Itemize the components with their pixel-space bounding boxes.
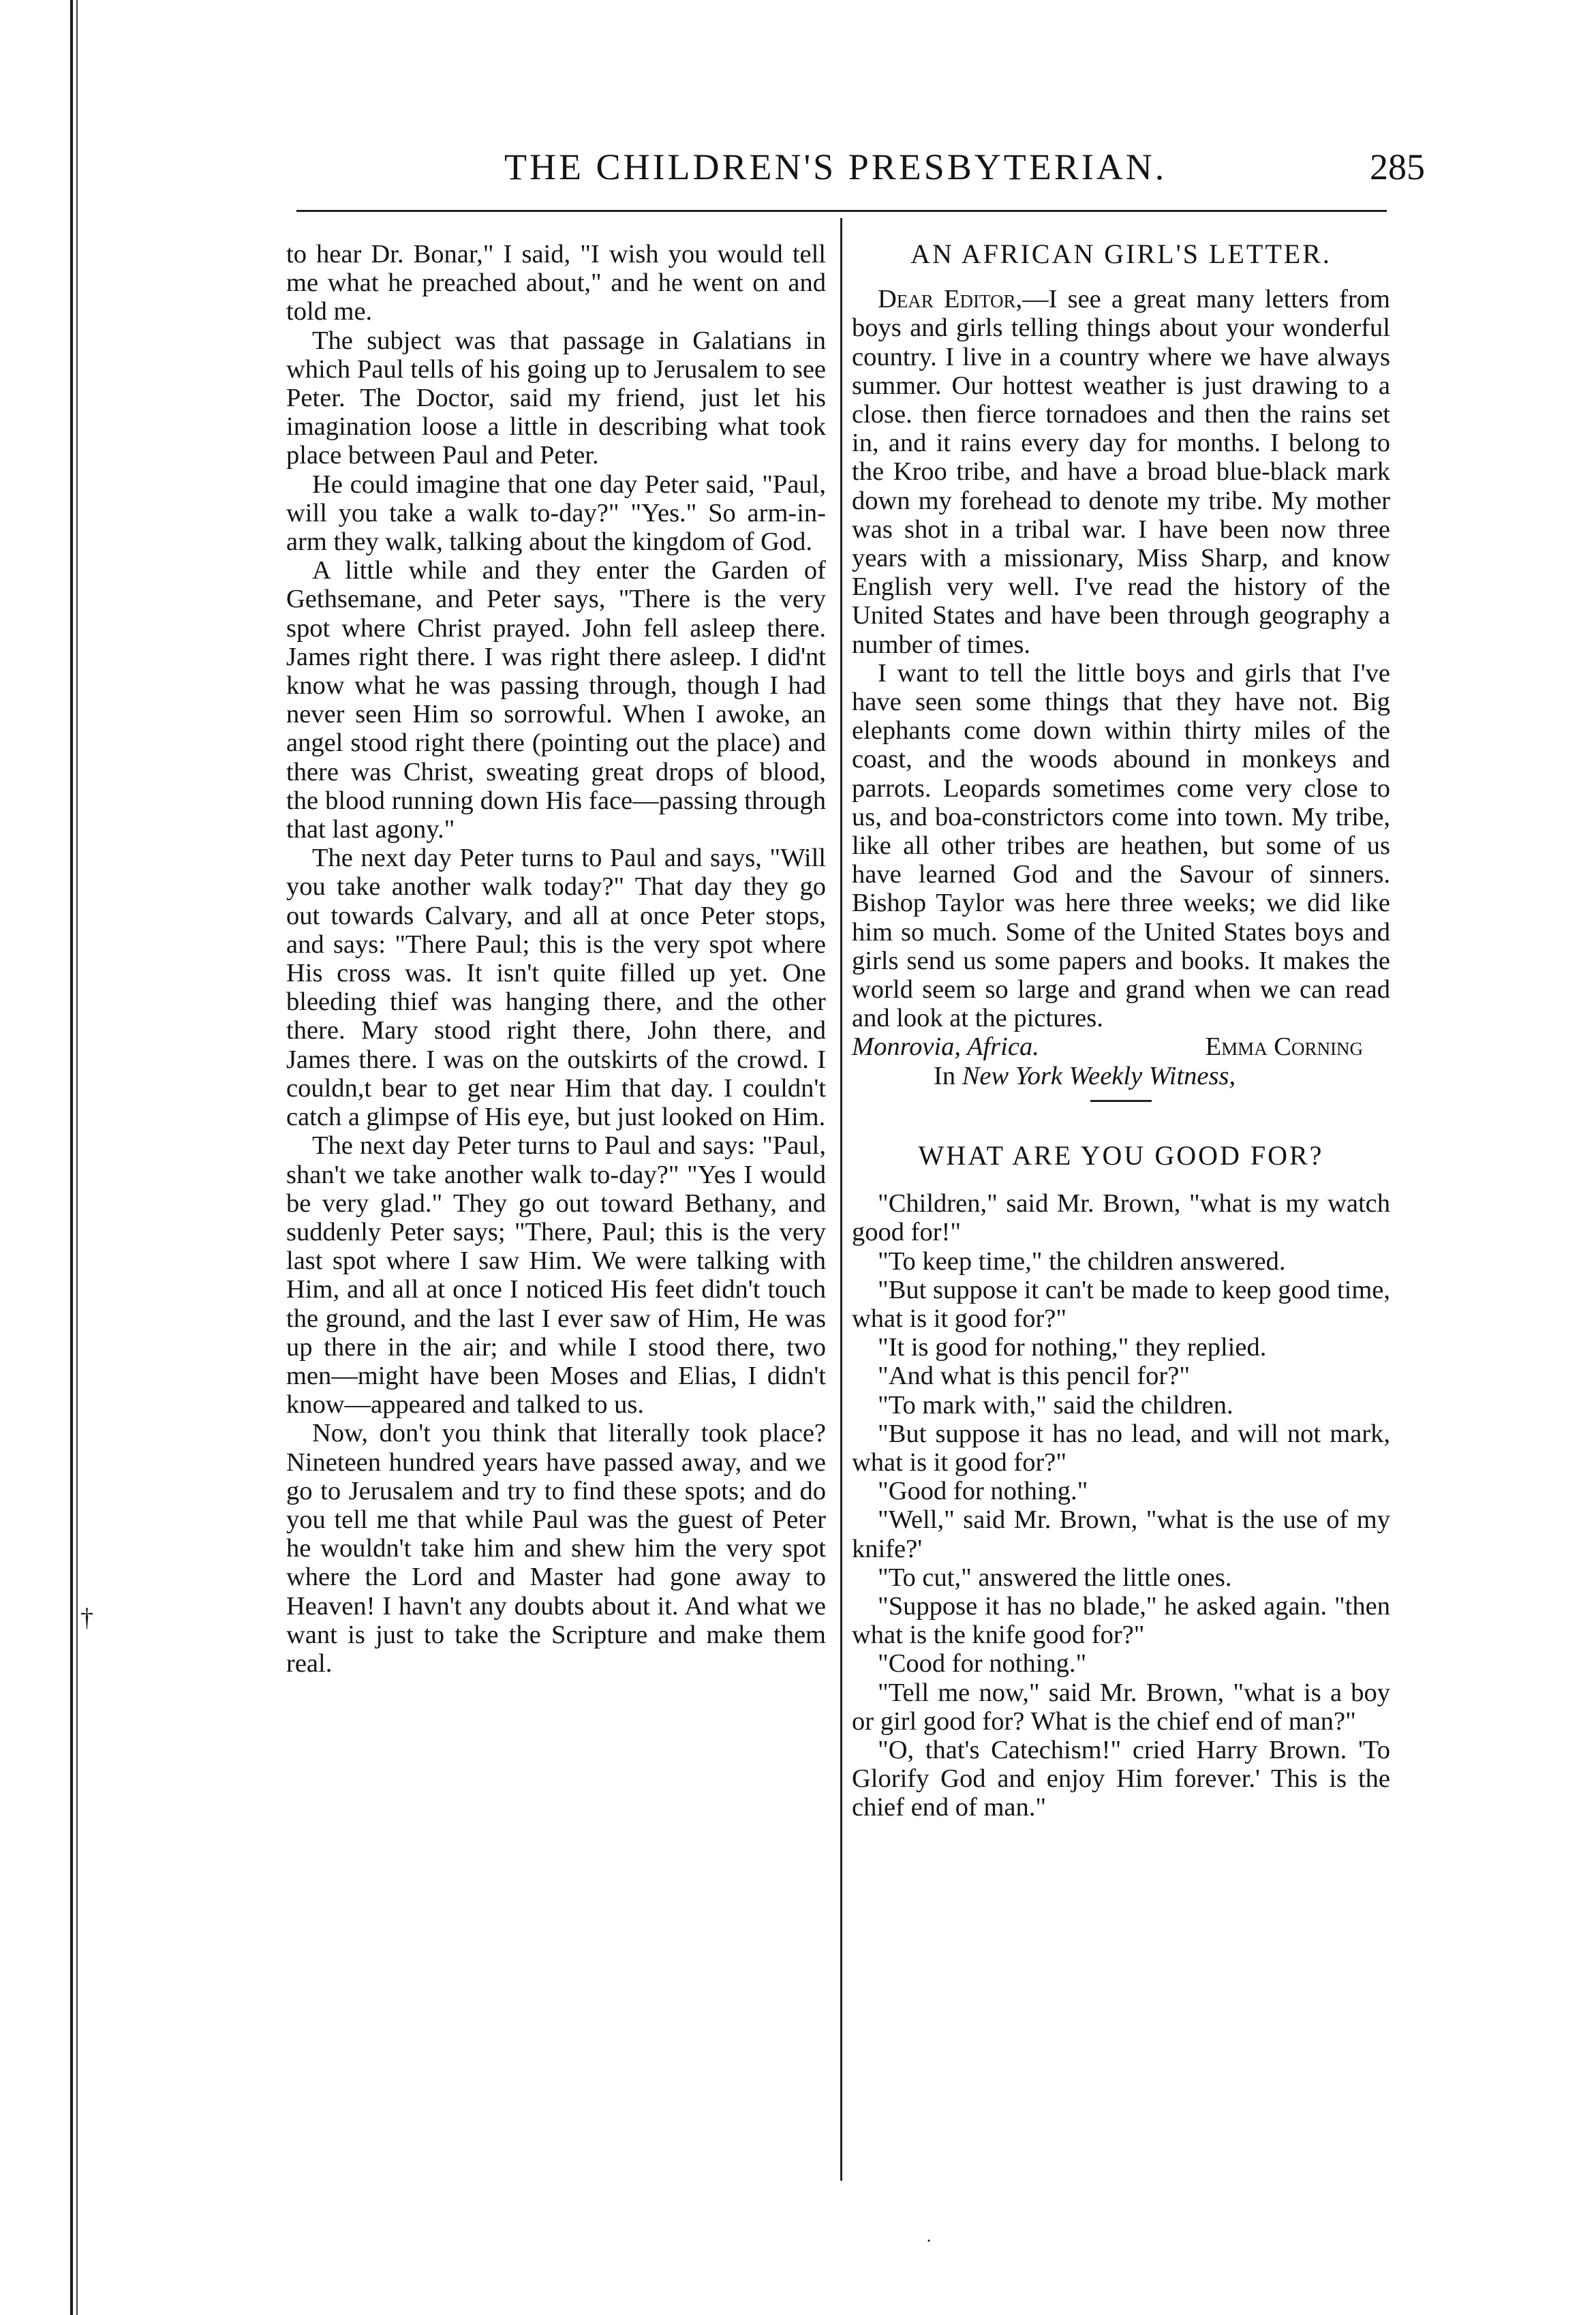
- good-for-paragraph: "Suppose it has no blade," he asked again. "then what is the knife good for?": [852, 1591, 1390, 1650]
- good-for-paragraph: "To mark with," said the children.: [878, 1390, 1233, 1420]
- running-title: THE CHILDREN'S PRESBYTERIAN.: [504, 147, 1167, 187]
- letter-source: [852, 1062, 1390, 1090]
- header-rule: [296, 210, 1387, 212]
- letter-title: AN AFRICAN GIRL'S LETTER.: [910, 239, 1332, 269]
- left-column: [286, 240, 826, 1678]
- good-for-paragraph: "Cood for nothing.": [878, 1649, 1087, 1678]
- binding-edge-rule-inner: [76, 0, 78, 2315]
- margin-mark: †: [80, 1604, 93, 1632]
- left-paragraph: Now, don't you think that literally took place? Nineteen hundred years have passed away, and we go to Jerusalem and try to find these spots; and do you tell me that while Paul was the guest of Peter he wouldn't take him and shew him the very spot where the Lord and Master had gone away to Heaven! I havn't any doubts about it. And what we want is just to take the Scripture and make them real.: [286, 1419, 826, 1678]
- letter-place: Monrovia, Africa.: [852, 1032, 1039, 1062]
- section-divider: [1090, 1100, 1152, 1102]
- page-number: 285: [1370, 147, 1425, 187]
- good-for-paragraph: "Children," said Mr. Brown, "what is my watch good for!": [852, 1189, 1390, 1247]
- left-paragraph: The next day Peter turns to Paul and says, "Will you take another walk today?" That day they go out towards Calvary, and all at once Peter stops, and says: "There Paul; this is the very spot where His cross was. It isn't quite filled up yet. One bleeding thief was hanging there, and the other there. Mary stood right there, John there, and James there. I was on the outskirts of the crowd. I couldn,t bear to get near Him that day. I couldn't catch a glimpse of His eye, but just looked on Him.: [286, 844, 826, 1132]
- letter-paragraph: I want to tell the little boys and girls that I've have seen some things that they have not. Big elephants come down within thirty miles of the coast, and the woods abound in monkeys and parrots. Leopards sometimes come very close to us, and boa-constrictors come into town. My tribe, like all other tribes are heathen, but some of us have learned God and the Savour of sinners. Bishop Taylor was here three weeks; we did like him so much. Some of the United States boys and girls send us some papers and books. It makes the world seem so large and grand when we can read and look at the pictures.: [852, 658, 1390, 1033]
- good-for-paragraph: "It is good for nothing," they replied.: [878, 1333, 1267, 1362]
- good-for-paragraph: "Tell me now," said Mr. Brown, "what is a boy or girl good for? What is the chief end of man?": [852, 1678, 1390, 1736]
- letter-signature: Emma Corning: [1205, 1032, 1363, 1062]
- letter-paragraph: [852, 285, 1390, 659]
- letter-signature-line: [852, 1032, 1390, 1061]
- good-for-paragraph: "Good for nothing.": [878, 1477, 1088, 1506]
- ink-speck: ˙: [925, 2235, 932, 2258]
- letter-salutation: Dear Editor,: [878, 285, 1023, 314]
- good-for-paragraph: "But suppose it can't be made to keep good time, what is it good for?": [852, 1275, 1390, 1333]
- good-for-paragraph: "And what is this pencil for?": [878, 1362, 1191, 1391]
- right-column: [852, 240, 1390, 1822]
- good-for-title: WHAT ARE YOU GOOD FOR?: [918, 1139, 1324, 1171]
- letter-source-title: New York Weekly Witness,: [962, 1061, 1236, 1090]
- good-for-paragraph: "To cut," answered the little ones.: [878, 1563, 1232, 1592]
- left-paragraph: to hear Dr. Bonar," I said, "I wish you would tell me what he preached about," and he went on and told me.: [286, 240, 826, 326]
- left-paragraph: The subject was that passage in Galatians in which Paul tells of his going up to Jerusalem to see Peter. The Doctor, said my friend, just let his imagination loose a little in describing what took place between Paul and Peter.: [286, 326, 826, 470]
- column-divider: [840, 218, 842, 2181]
- binding-edge-rule: [70, 0, 73, 2315]
- good-for-paragraph: "O, that's Catechism!" cried Harry Brown. 'To Glorify God and enjoy Him forever.' This is the chief end of man.": [852, 1735, 1390, 1822]
- letter-source-prefix: In: [934, 1061, 956, 1090]
- left-paragraph: He could imagine that one day Peter said, "Paul, will you take a walk to-day?" "Yes." So arm-in-arm they walk, talking about the kingdom of God.: [286, 470, 826, 557]
- letter-body: —I see a great many letters from boys and girls telling things about your wonderful country. I live in a country where we have always summer. Our hottest weather is just drawing to a close. then fierce tornadoes and then the rains set in, and it rains every day for months. I belong to the Kroo tribe, and have a broad blue-black mark down my forehead to denote my tribe. My mother was shot in a tribal war. I have been now three years with a missionary, Miss Sharp, and know English very well. I've read the history of the United States and have been through geography a number of times.: [852, 285, 1390, 659]
- left-paragraph: The next day Peter turns to Paul and says: "Paul, shan't we take another walk to-day?" "Yes I would be very glad." They go out toward Bethany, and suddenly Peter says; "There, Paul; this is the very last spot where I saw Him. We were talking with Him, and all at once I noticed His feet didn't touch the ground, and the last I ever saw of Him, He was up there in the air; and while I stood there, two men—might have been Moses and Elias, I didn't know—appeared and talked to us.: [286, 1131, 826, 1420]
- left-paragraph: A little while and they enter the Garden of Gethsemane, and Peter says, "There is the very spot where Christ prayed. John fell asleep there. James right there. I was right there asleep. I did'nt know what he was passing through, though I had never seen Him so sorrowful. When I awoke, an angel stood right there (pointing out the place) and there was Christ, sweating great drops of blood, the blood running down His face—passing through that last agony.": [286, 556, 826, 844]
- good-for-paragraph: "But suppose it has no lead, and will not mark, what is it good for?": [852, 1419, 1390, 1477]
- good-for-paragraph: "Well," said Mr. Brown, "what is the use of my knife?': [852, 1505, 1390, 1563]
- good-for-paragraph: "To keep time," the children answered.: [878, 1246, 1286, 1276]
